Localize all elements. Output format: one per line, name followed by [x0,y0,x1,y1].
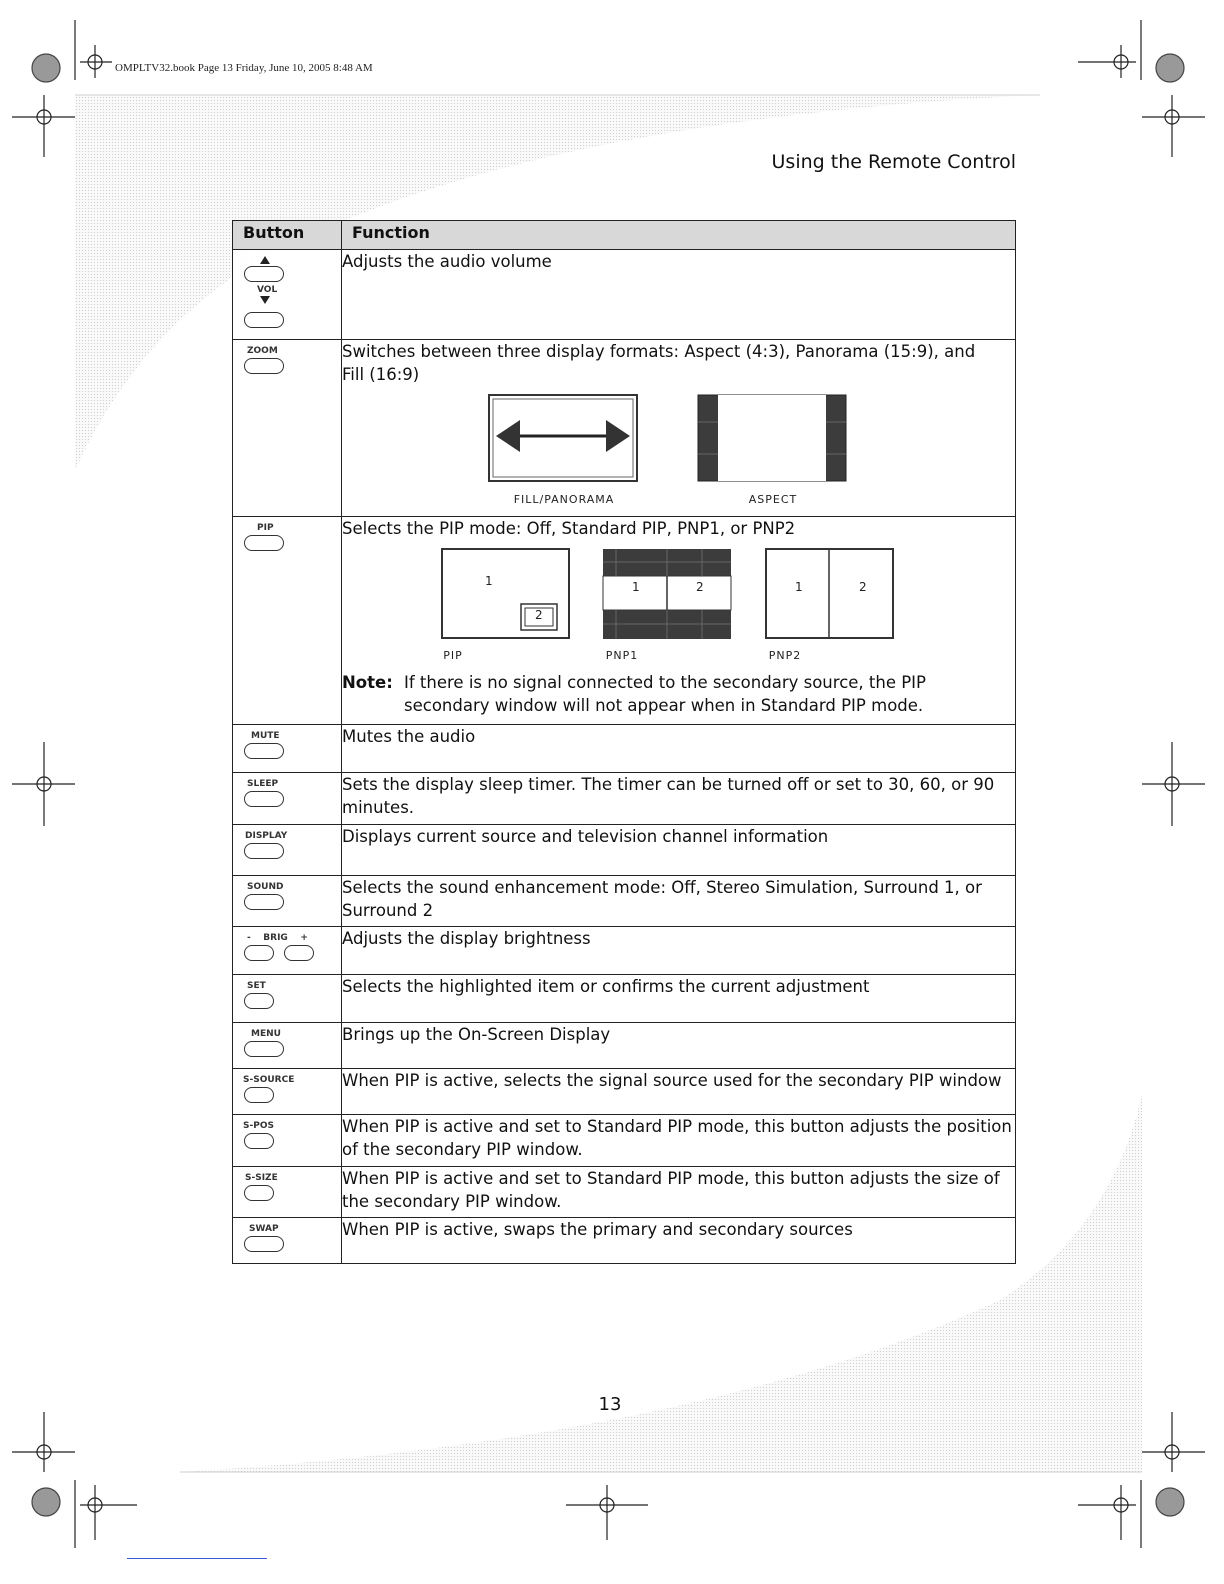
sleep-button-icon [244,791,284,807]
button-label: BRIG [263,933,288,943]
function-text: Selects the PIP mode: Off, Standard PIP, PNP1, or PNP2 [342,519,796,538]
print-header: OMPLTV32.book Page 13 Friday, June 10, 2005 8:48 AM [115,62,373,74]
function-text: When PIP is active and set to Standard PIP mode, this button adjusts the position of the secondary PIP window. [342,1115,1016,1167]
set-button-icon [244,993,274,1009]
display-button-icon [244,843,284,859]
button-cell-swap [233,1218,342,1264]
table-row [233,1167,1016,1218]
button-cell-mute [233,725,342,773]
note-text: If there is no signal connected to the secondary source, the PIP secondary window will not appear when in Standard PIP mode. [404,673,926,715]
aspect-screen-icon [697,394,849,484]
column-header-function: Function [342,221,1016,250]
footer-link-underline [127,1558,267,1559]
swap-button-icon [244,1236,284,1252]
page-title: Using the Remote Control [771,151,1016,173]
function-text: Selects the highlighted item or confirms the current adjustment [342,975,1016,1023]
window-number: 2 [696,580,704,594]
function-cell-pip [342,517,1016,725]
button-cell-zoom [233,340,342,517]
mute-button-icon [244,743,284,759]
button-label-row [247,933,341,943]
table-row [233,1023,1016,1069]
window-number: 1 [795,580,803,594]
brightness-buttons [233,943,341,961]
function-text: Displays current source and television channel information [342,825,1016,876]
window-number: 1 [485,574,493,588]
window-number: 2 [535,608,543,622]
s-source-button-icon [244,1087,274,1103]
table-row [233,876,1016,927]
figure-caption: ASPECT [748,493,798,506]
volume-down-button-icon [244,312,284,328]
function-text: Mutes the audio [342,725,1016,773]
table-row [233,250,1016,340]
zoom-button-icon [244,358,284,374]
volume-up-arrow-icon [260,256,270,264]
table-row [233,825,1016,876]
pip-screen-icon [441,548,571,640]
button-cell-sleep [233,773,342,825]
function-text: Brings up the On-Screen Display [342,1023,1016,1069]
table-header-row [233,221,1016,250]
brightness-minus-label: - [247,933,251,943]
table-row [233,975,1016,1023]
button-cell-menu [233,1023,342,1069]
pip-button-icon [244,535,284,551]
button-label: S-POS [243,1121,274,1131]
table-row [233,1115,1016,1167]
brightness-down-button-icon [244,945,274,961]
fill-panorama-screen-icon [488,394,640,484]
function-text: When PIP is active, selects the signal source used for the secondary PIP window [342,1069,1016,1115]
button-cell-sound [233,876,342,927]
button-label: SET [247,981,266,991]
button-label: ZOOM [247,346,278,356]
figure-caption: PIP [443,649,463,662]
remote-button-table [232,220,1016,1264]
button-cell-s-source [233,1069,342,1115]
button-label: SOUND [247,882,284,892]
s-size-button-icon [244,1185,274,1201]
figure-caption: FILL/PANORAMA [513,493,615,506]
button-label: SLEEP [247,779,279,789]
s-pos-button-icon [244,1133,274,1149]
function-text: Selects the sound enhancement mode: Off, Stereo Simulation, Surround 1, or Surround 2 [342,876,1016,927]
pip-figures [342,540,1015,665]
table-row [233,340,1016,517]
figure-caption: PNP1 [605,649,639,662]
table-row [233,725,1016,773]
function-text: When PIP is active and set to Standard PIP mode, this button adjusts the size of the secondary PIP window. [342,1167,1016,1218]
figure-caption: PNP2 [768,649,802,662]
note [342,671,1015,717]
window-number: 1 [632,580,640,594]
button-label: S-SOURCE [243,1075,295,1085]
column-header-button: Button [233,221,342,250]
zoom-figures [342,386,1015,506]
button-label: VOL [257,285,278,295]
button-label: MENU [251,1029,281,1039]
table-row [233,517,1016,725]
brightness-up-button-icon [284,945,314,961]
function-text: Sets the display sleep timer. The timer can be turned off or set to 30, 60, or 90 minutes. [342,773,1016,825]
pnp1-screen-icon [602,548,732,640]
button-label: SWAP [249,1224,279,1234]
table-row [233,773,1016,825]
window-number: 2 [859,580,867,594]
button-label: PIP [257,523,274,533]
volume-down-arrow-icon [260,296,270,304]
button-cell-pip [233,517,342,725]
table-row [233,927,1016,975]
page-number: 13 [598,1394,622,1415]
note-label: Note: [342,673,393,692]
button-cell-display [233,825,342,876]
volume-up-button-icon [244,266,284,282]
function-text: Adjusts the audio volume [342,250,1016,340]
button-cell-s-pos [233,1115,342,1167]
menu-button-icon [244,1041,284,1057]
brightness-plus-label: + [300,933,308,943]
function-text: Adjusts the display brightness [342,927,1016,975]
button-label: S-SIZE [245,1173,278,1183]
table-row [233,1069,1016,1115]
button-label: DISPLAY [245,831,288,841]
button-cell-set [233,975,342,1023]
pnp2-screen-icon [765,548,895,640]
sound-button-icon [244,894,284,910]
function-text: When PIP is active, swaps the primary and secondary sources [342,1218,1016,1264]
button-cell-vol [233,250,342,340]
table-row [233,1218,1016,1264]
function-text: Switches between three display formats: Aspect (4:3), Panorama (15:9), and Fill (16:9) [342,342,976,384]
button-cell-brig [233,927,342,975]
button-label: MUTE [251,731,280,741]
function-cell-zoom [342,340,1016,517]
button-cell-s-size [233,1167,342,1218]
